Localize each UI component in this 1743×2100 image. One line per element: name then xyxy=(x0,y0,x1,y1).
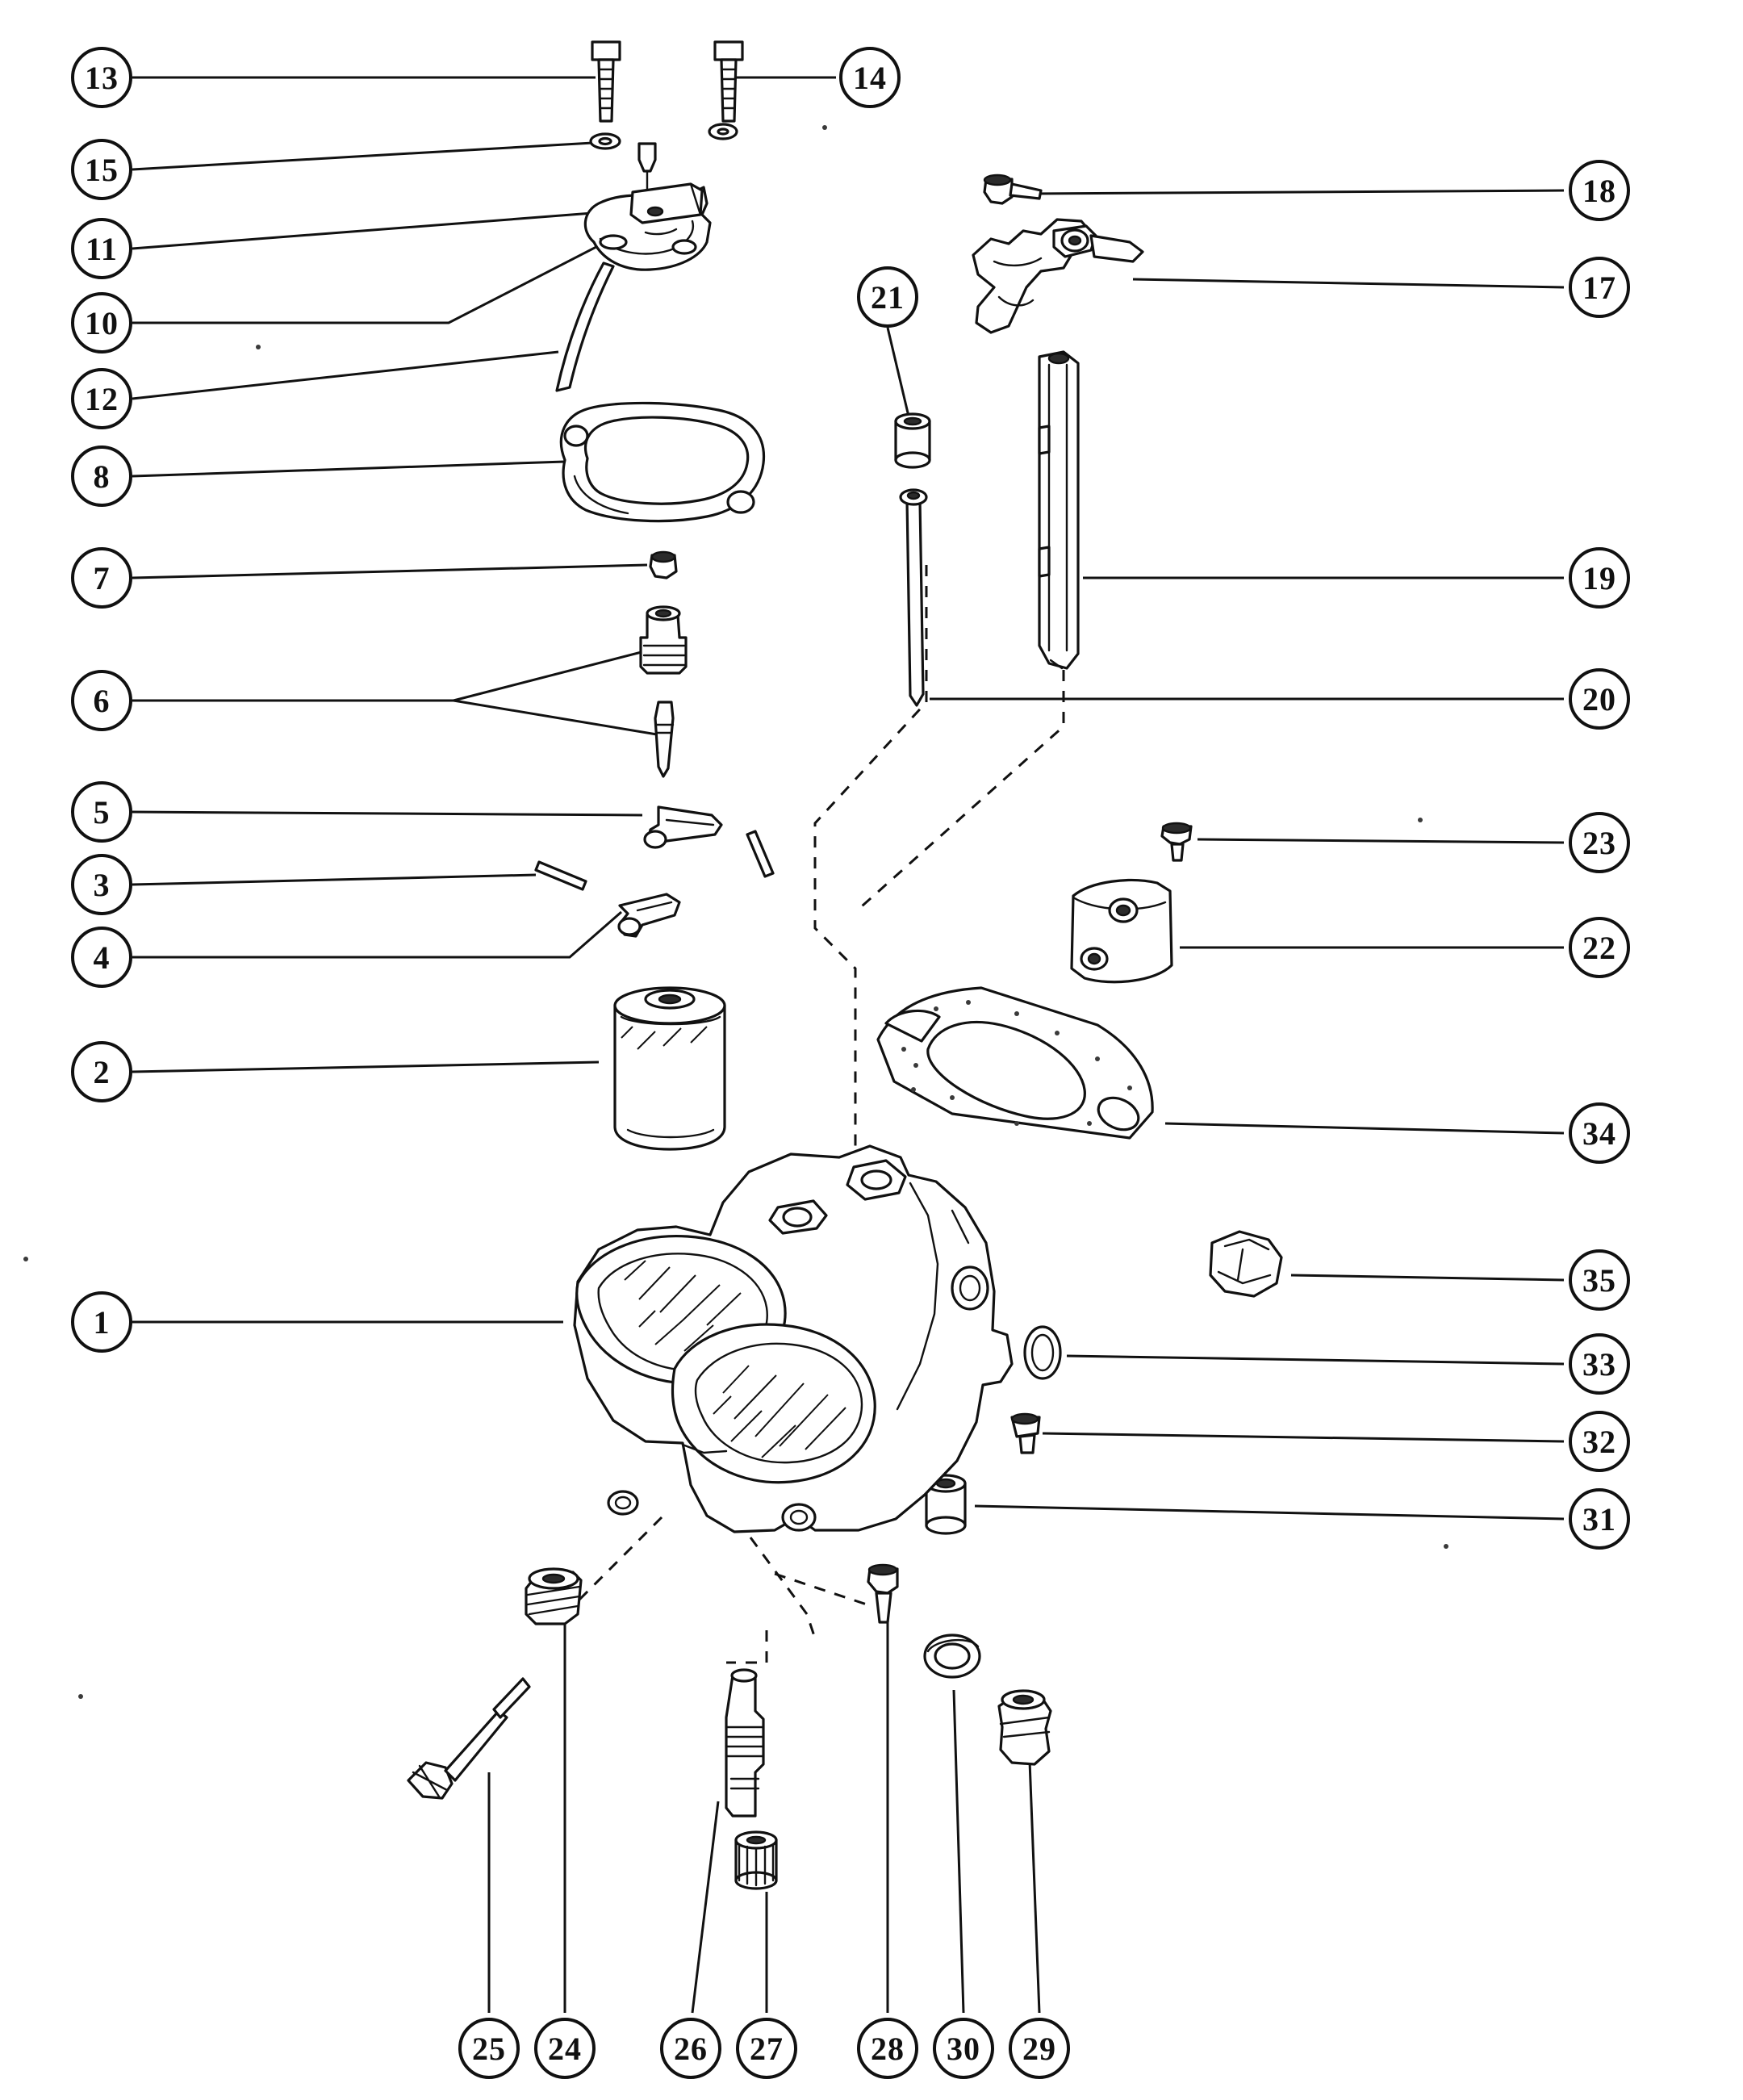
part-lever-link-4 xyxy=(619,894,679,936)
part-washer-15 xyxy=(591,124,737,149)
part-oring-33 xyxy=(1025,1327,1060,1378)
part-plug-7 xyxy=(650,552,676,578)
callout-26[interactable]: 26 xyxy=(660,2018,721,2079)
callout-34[interactable]: 34 xyxy=(1569,1102,1630,1164)
callout-22[interactable]: 22 xyxy=(1569,917,1630,978)
part-main-jet-6 xyxy=(641,607,686,673)
callout-21[interactable]: 21 xyxy=(857,266,918,328)
part-screw-18 xyxy=(984,175,1041,203)
callout-27[interactable]: 27 xyxy=(736,2018,797,2079)
callout-4[interactable]: 4 xyxy=(71,927,132,988)
callout-10[interactable]: 10 xyxy=(71,292,132,353)
callout-6[interactable]: 6 xyxy=(71,670,132,731)
callout-7[interactable]: 7 xyxy=(71,547,132,609)
part-packing-nut-24 xyxy=(526,1569,581,1624)
part-screw-13 xyxy=(592,42,620,121)
part-lever-link-5 xyxy=(645,807,721,847)
part-float-2 xyxy=(615,988,725,1149)
part-carburetor-body-1 xyxy=(575,1146,1012,1532)
part-fitting-29 xyxy=(999,1691,1051,1764)
part-gasket-8 xyxy=(561,403,763,521)
callout-28[interactable]: 28 xyxy=(857,2018,918,2079)
callout-32[interactable]: 32 xyxy=(1569,1411,1630,1472)
callout-24[interactable]: 24 xyxy=(534,2018,596,2079)
callout-29[interactable]: 29 xyxy=(1009,2018,1070,2079)
callout-1[interactable]: 1 xyxy=(71,1291,132,1353)
part-needle-screw-25 xyxy=(408,1679,529,1798)
part-jet-needle-6b xyxy=(655,702,673,776)
callout-31[interactable]: 31 xyxy=(1569,1488,1630,1550)
part-fuel-bowl-cover-10 xyxy=(585,184,710,270)
callout-5[interactable]: 5 xyxy=(71,781,132,843)
part-screw-14 xyxy=(715,42,742,121)
part-washer-30 xyxy=(925,1635,980,1677)
part-throttle-shaft-19 xyxy=(1039,352,1078,668)
part-needle-valve-11 xyxy=(639,144,655,192)
callout-19[interactable]: 19 xyxy=(1569,547,1630,609)
callout-35[interactable]: 35 xyxy=(1569,1249,1630,1311)
callout-25[interactable]: 25 xyxy=(458,2018,520,2079)
callout-30[interactable]: 30 xyxy=(933,2018,994,2079)
callout-17[interactable]: 17 xyxy=(1569,257,1630,318)
part-long-rod-20 xyxy=(901,490,926,705)
callout-3[interactable]: 3 xyxy=(71,854,132,915)
callout-14[interactable]: 14 xyxy=(839,47,901,108)
part-gasket-34 xyxy=(878,988,1152,1138)
callout-23[interactable]: 23 xyxy=(1569,812,1630,873)
callout-18[interactable]: 18 xyxy=(1569,160,1630,221)
part-fuel-line-12 xyxy=(557,263,613,391)
callout-11[interactable]: 11 xyxy=(71,218,132,279)
callout-12[interactable]: 12 xyxy=(71,368,132,429)
callout-15[interactable]: 15 xyxy=(71,139,132,200)
part-throttle-lever-17 xyxy=(973,220,1143,333)
part-cover-plate-22 xyxy=(1072,881,1172,982)
leader-lines xyxy=(132,77,1564,2013)
part-screw-28 xyxy=(868,1565,897,1622)
callout-20[interactable]: 20 xyxy=(1569,668,1630,730)
part-bushing-21 xyxy=(896,414,930,467)
callout-2[interactable]: 2 xyxy=(71,1041,132,1102)
callout-13[interactable]: 13 xyxy=(71,47,132,108)
part-screw-23 xyxy=(1162,823,1191,860)
callout-33[interactable]: 33 xyxy=(1569,1333,1630,1395)
part-knurled-nut-27 xyxy=(736,1832,776,1889)
callout-8[interactable]: 8 xyxy=(71,446,132,507)
part-clip-bracket-35 xyxy=(1210,1232,1281,1296)
part-idle-tube-26 xyxy=(726,1670,763,1816)
part-screw-32 xyxy=(1012,1414,1039,1453)
